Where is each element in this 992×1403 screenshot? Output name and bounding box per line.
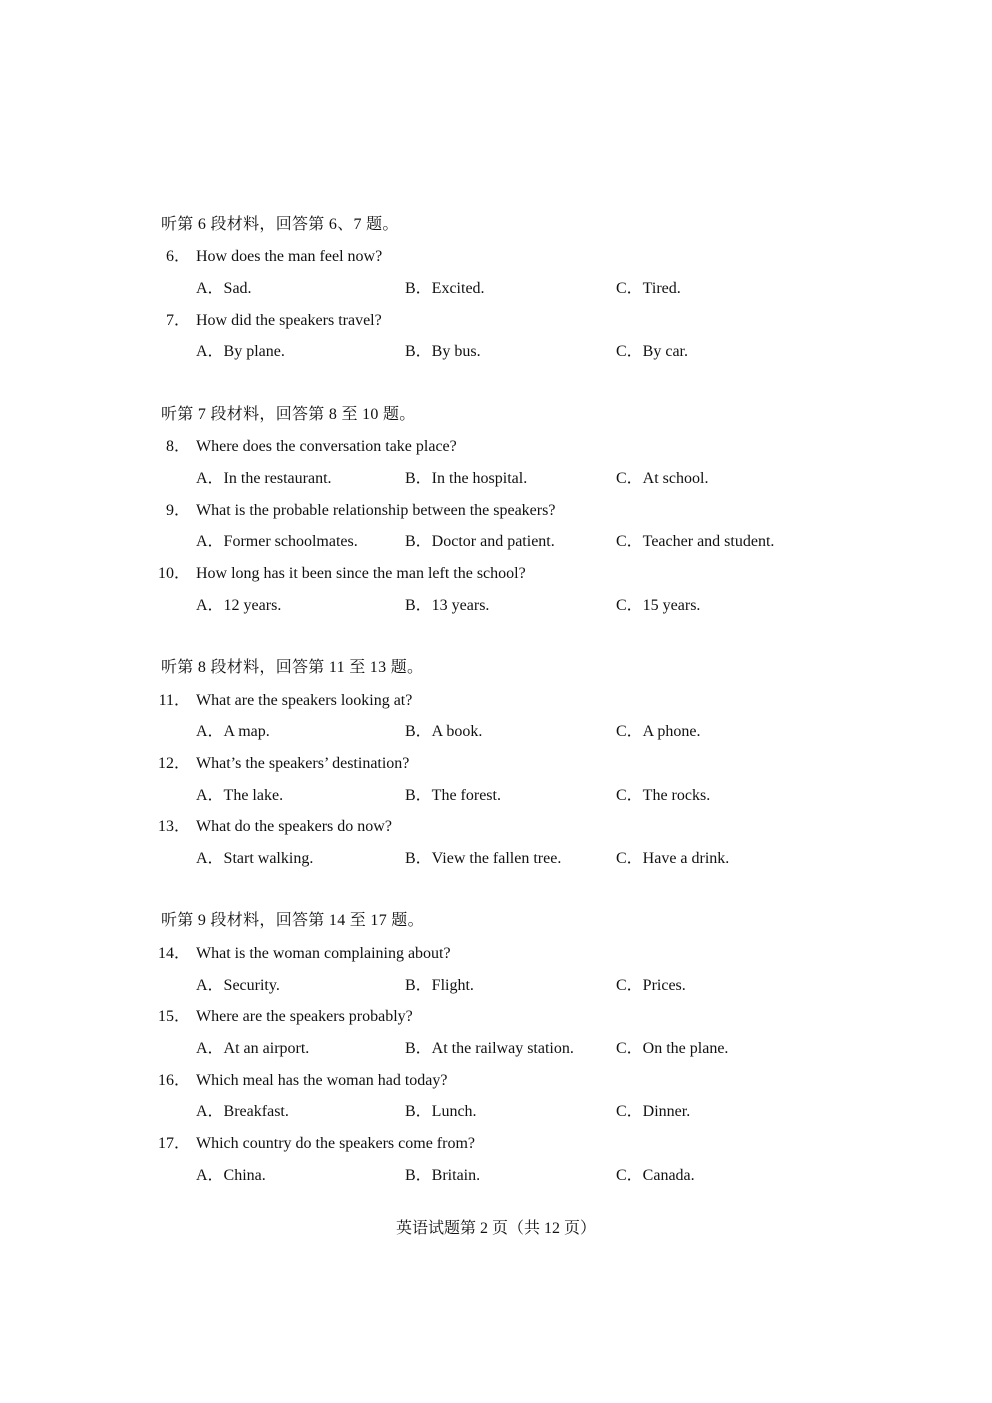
question-text: How does the man feel now? <box>196 248 383 265</box>
question-9 <box>0 501 992 521</box>
option-a: A．A map. <box>196 723 270 740</box>
option-b: B．Doctor and patient. <box>405 533 555 550</box>
question-7 <box>0 311 992 331</box>
option-b: B．A book. <box>405 723 483 740</box>
option-b: B．By bus. <box>405 343 481 360</box>
option-b: B．At the railway station. <box>405 1040 574 1057</box>
question-text: What do the speakers do now? <box>196 818 392 835</box>
option-a: A．The lake. <box>196 787 284 804</box>
option-b: B．Britain. <box>405 1167 481 1184</box>
question-number: 16． <box>158 1072 191 1089</box>
option-b: B．In the hospital. <box>405 470 528 487</box>
options-row <box>0 786 992 806</box>
question-number: 10． <box>158 565 191 582</box>
question-number: 9． <box>165 502 190 519</box>
option-c: C．Teacher and student. <box>616 533 775 550</box>
option-b: B．The forest. <box>405 787 501 804</box>
question-6 <box>0 247 992 267</box>
question-8 <box>0 437 992 457</box>
option-c: C．On the plane. <box>616 1040 729 1057</box>
options-row <box>0 976 992 996</box>
options-row <box>0 722 992 742</box>
question-number: 7． <box>165 312 190 329</box>
options-row <box>0 1039 992 1059</box>
option-c: C．At school. <box>616 470 709 487</box>
question-text: What is the woman complaining about? <box>196 945 451 962</box>
question-number: 15． <box>158 1008 191 1025</box>
question-text: How did the speakers travel? <box>196 312 382 329</box>
options-row <box>0 596 992 616</box>
options-row <box>0 849 992 869</box>
option-a: A．China. <box>196 1167 266 1184</box>
option-b: B．Excited. <box>405 280 485 297</box>
question-11 <box>0 691 992 711</box>
option-a: A．By plane. <box>196 343 285 360</box>
question-text: What’s the speakers’ destination? <box>196 755 410 772</box>
question-17 <box>0 1134 992 1154</box>
option-b: B．Flight. <box>405 977 474 994</box>
option-a: A．Sad. <box>196 280 252 297</box>
question-10 <box>0 564 992 584</box>
question-text: Which meal has the woman had today? <box>196 1072 448 1089</box>
question-text: Where are the speakers probably? <box>196 1008 413 1025</box>
question-text: How long has it been since the man left the school? <box>196 565 526 582</box>
question-text: What is the probable relationship between the speakers? <box>196 502 556 519</box>
option-c: C．Have a drink. <box>616 850 730 867</box>
question-number: 11． <box>158 692 190 709</box>
option-b: B．13 years. <box>405 597 490 614</box>
page-footer: 英语试题第 2 页（共 12 页） <box>395 1220 596 1237</box>
option-c: C．By car. <box>616 343 688 360</box>
question-text: Which country do the speakers come from? <box>196 1135 476 1152</box>
option-b: B．View the fallen tree. <box>405 850 562 867</box>
options-row <box>0 279 992 299</box>
question-15 <box>0 1007 992 1027</box>
section-header: 听第 6 段材料，回答第 6、7 题。 <box>161 216 399 233</box>
option-a: A．In the restaurant. <box>196 470 332 487</box>
question-number: 13． <box>158 818 191 835</box>
question-14 <box>0 944 992 964</box>
options-row <box>0 469 992 489</box>
question-text: Where does the conversation take place? <box>196 438 457 455</box>
options-row <box>0 1166 992 1186</box>
question-12 <box>0 754 992 774</box>
question-number: 14． <box>158 945 191 962</box>
question-text: What are the speakers looking at? <box>196 692 413 709</box>
section-header: 听第 9 段材料，回答第 14 至 17 题。 <box>161 912 424 929</box>
option-a: A．12 years. <box>196 597 282 614</box>
question-number: 6． <box>165 248 190 265</box>
section-header: 听第 7 段材料，回答第 8 至 10 题。 <box>161 406 416 423</box>
option-c: C．The rocks. <box>616 787 711 804</box>
section-header: 听第 8 段材料，回答第 11 至 13 题。 <box>161 659 424 676</box>
options-row <box>0 1102 992 1122</box>
options-row <box>0 532 992 552</box>
question-number: 8． <box>165 438 190 455</box>
question-number: 12． <box>158 755 191 772</box>
option-b: B．Lunch. <box>405 1103 477 1120</box>
option-c: C．Prices. <box>616 977 686 994</box>
option-a: A．At an airport. <box>196 1040 310 1057</box>
option-c: C．Tired. <box>616 280 681 297</box>
option-a: A．Start walking. <box>196 850 314 867</box>
option-c: C．15 years. <box>616 597 701 614</box>
option-c: C．Dinner. <box>616 1103 691 1120</box>
question-number: 17． <box>158 1135 191 1152</box>
options-row <box>0 342 992 362</box>
option-a: A．Breakfast. <box>196 1103 289 1120</box>
question-13 <box>0 817 992 837</box>
option-c: C．Canada. <box>616 1167 695 1184</box>
option-a: A．Former schoolmates. <box>196 533 358 550</box>
question-16 <box>0 1071 992 1091</box>
option-a: A．Security. <box>196 977 280 994</box>
option-c: C．A phone. <box>616 723 701 740</box>
